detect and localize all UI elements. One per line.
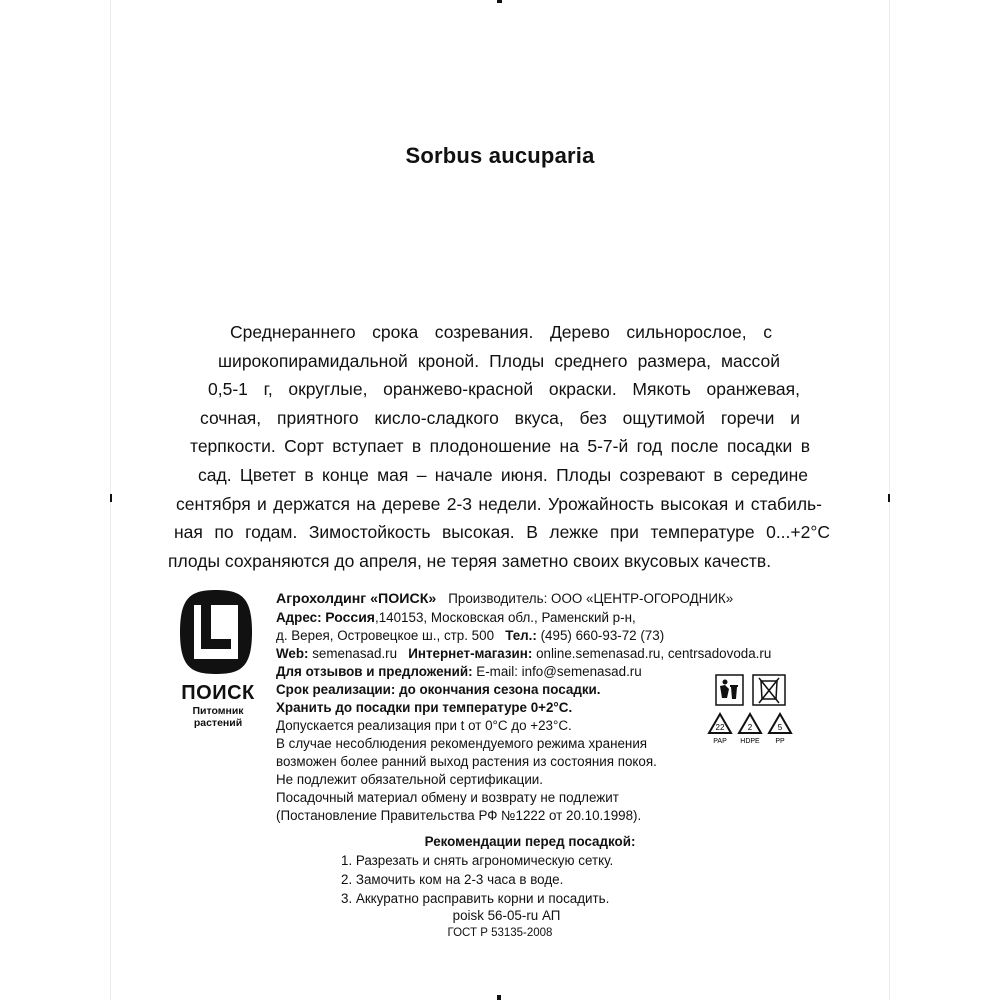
description-line: плоды сохраняются до апреля, не теряя заметно своих вкусовых качеств. xyxy=(168,550,772,571)
return-policy: (Постановление Правительства РФ №1222 от 20.10.1998). xyxy=(276,808,642,823)
plant-latin-name: Sorbus aucuparia xyxy=(405,143,595,168)
tel-value: (495) 660-93-72 (73) xyxy=(540,628,665,643)
logo-name: ПОИСК xyxy=(181,682,255,704)
producer: Производитель: ООО «ЦЕНТР-ОГОРОДНИК» xyxy=(448,591,734,606)
address-text: ,140153, Московская обл., Раменский р-н, xyxy=(374,610,636,625)
recycle-icon-pp xyxy=(769,714,791,745)
shelf-life-text: Срок реализации: до окончания сезона посадки. xyxy=(276,682,601,697)
eco-marks xyxy=(706,673,796,751)
no-fire-icon xyxy=(753,675,785,705)
article-code: poisk 56-05-ru АП xyxy=(452,908,561,923)
storage-temp-text: Хранить до посадки при температуре 0+2°С. xyxy=(276,700,573,715)
return-policy: Посадочный материал обмену и возврату не подлежит xyxy=(276,790,619,805)
recycle-icon-pap xyxy=(709,714,731,745)
shop-links[interactable]: online.semenasad.ru, centrsadovoda.ru xyxy=(536,646,772,661)
svg-text:PAP: PAP xyxy=(713,738,727,745)
poisk-logo-icon xyxy=(175,588,257,676)
address-line-2: д. Верея, Островецкое ш., стр. 500 xyxy=(276,628,495,643)
recommendation-step: 2. Замочить ком на 2-3 часа в воде. xyxy=(341,872,564,887)
web-row xyxy=(276,645,836,663)
description-line: сочная, приятного кисло-сладкого вкуса, без ощутимой горечи и xyxy=(200,407,800,428)
trash-bin-icon xyxy=(716,675,743,705)
fold-mark-bottom xyxy=(497,995,501,1000)
svg-text:HDPE: HDPE xyxy=(740,738,760,745)
gost-code: ГОСТ Р 53135-2008 xyxy=(447,927,553,939)
certification-note: Не подлежит обязательной сертификации. xyxy=(276,772,543,787)
description-line: терпкости. Сорт вступает в плодоношение на 5-7-й год после посадки в xyxy=(190,436,810,457)
poisk-logo xyxy=(172,588,264,729)
storage-warning: возможен более ранний выход растения из состояния покоя. xyxy=(276,754,657,769)
svg-text:22: 22 xyxy=(715,723,725,732)
recommendation-step: 1. Разрезать и снять агрономическую сетку. xyxy=(341,853,614,868)
description-line: 0,5-1 г, округлые, оранжево-красной окраски. Мякоть оранжевая, xyxy=(208,379,800,400)
tel-label: Тел.: xyxy=(505,628,537,643)
svg-text:PP: PP xyxy=(775,738,785,745)
fold-mark-left xyxy=(110,494,112,502)
recommendation-step: 3. Аккуратно расправить корни и посадить. xyxy=(341,891,610,906)
address-row xyxy=(276,608,836,627)
email-link[interactable]: E-mail: info@semenasad.ru xyxy=(476,664,642,679)
variety-description xyxy=(168,318,830,575)
storage-warning: В случае несоблюдения рекомендуемого режима хранения xyxy=(276,736,648,751)
address-row-2 xyxy=(276,627,836,645)
recommendations-list xyxy=(341,851,613,908)
feedback-label: Для отзывов и предложений: xyxy=(276,664,473,679)
description-line: широкопирамидальной кроной. Плоды среднего размера, массой xyxy=(218,350,780,371)
logo-subtitle: растений xyxy=(193,717,243,729)
logo-subtitle: Питомник xyxy=(192,705,244,717)
shop-label: Интернет-магазин: xyxy=(408,646,533,661)
address-label: Адрес: xyxy=(276,610,322,625)
brand-row xyxy=(276,590,836,608)
description-line: ная по годам. Зимостойкость высокая. В лежке при температуре 0...+2°С xyxy=(174,522,830,543)
description-line: сад. Цветет в конце мая – начале июня. Плоды созревают в середине xyxy=(198,464,808,485)
svg-text:2: 2 xyxy=(747,723,753,732)
recycle-icon-hdpe xyxy=(739,714,761,745)
svg-text:5: 5 xyxy=(777,723,783,732)
fold-mark-right xyxy=(888,494,890,502)
brand-name: Агрохолдинг «ПОИСК» xyxy=(276,591,437,607)
planting-recommendations xyxy=(0,832,1000,906)
fold-mark-top xyxy=(497,0,502,3)
recommendations-title: Рекомендации перед посадкой: xyxy=(424,834,636,849)
description-line: Среднераннего срока созревания. Дерево сильнорослое, с xyxy=(230,322,772,342)
web-label: Web: xyxy=(276,646,309,661)
country: Россия xyxy=(325,609,375,625)
description-line: сентября и держатся на дереве 2-3 недели. Урожайность высокая и стабиль- xyxy=(176,493,822,514)
sale-temp: Допускается реализация при t от 0°С до +23°С. xyxy=(276,718,572,733)
web-link[interactable]: semenasad.ru xyxy=(312,646,398,661)
